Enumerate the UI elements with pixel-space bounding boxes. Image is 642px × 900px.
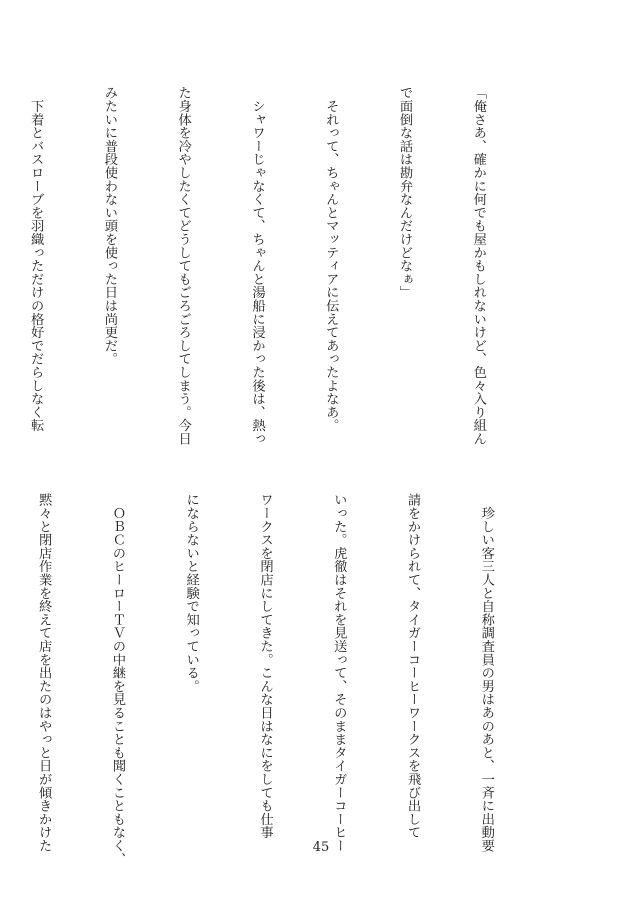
- text-line: た身体を冷やしたくてどうしてもごろごろしてしまう。今日: [175, 86, 191, 446]
- text-line: シャワーじゃなくて、ちゃんと湯船に浸かった後は、熱っ: [249, 86, 265, 446]
- text-line: 黙々と閉店作業を終えて店を出たのはやっと日が傾きかけた: [36, 493, 52, 853]
- text-line: 請をかけられて、タイガーコーヒーワークスを飛び出して: [405, 493, 421, 839]
- text-line: ＯＢＣのヒーローＴＶの中継を見ることも聞くこともなく、: [109, 493, 125, 866]
- text-line: で面倒な話は勘弁なんだけどなぁ」: [397, 86, 413, 299]
- text-line: みたいに普段使わない頭を使った日は尚更だ。: [101, 86, 117, 366]
- page-number: 45: [312, 840, 330, 855]
- text-line: 下着とバスローブを羽織っただけの格好でだらしなく転: [28, 86, 44, 432]
- text-line: 珍しい客三人と自称調査員の男はあのあと、一斉に出動要: [478, 493, 494, 853]
- bottom-text-block: [36, 493, 547, 866]
- text-line: いった。虎徹はそれを見送って、そのままタイガーコーヒー: [331, 493, 347, 853]
- text-line: ワークスを閉店にしてきた。こんな日はなにをしても仕事: [257, 493, 273, 839]
- text-line: にならないと経験で知っている。: [183, 493, 199, 693]
- text-line: 「俺さあ、確かに何でも屋かもしれないけど、色々入り組ん: [470, 86, 486, 446]
- text-line: それって、ちゃんとマッティアに伝えてあったよなあ。: [323, 86, 339, 432]
- top-text-block: [28, 86, 539, 452]
